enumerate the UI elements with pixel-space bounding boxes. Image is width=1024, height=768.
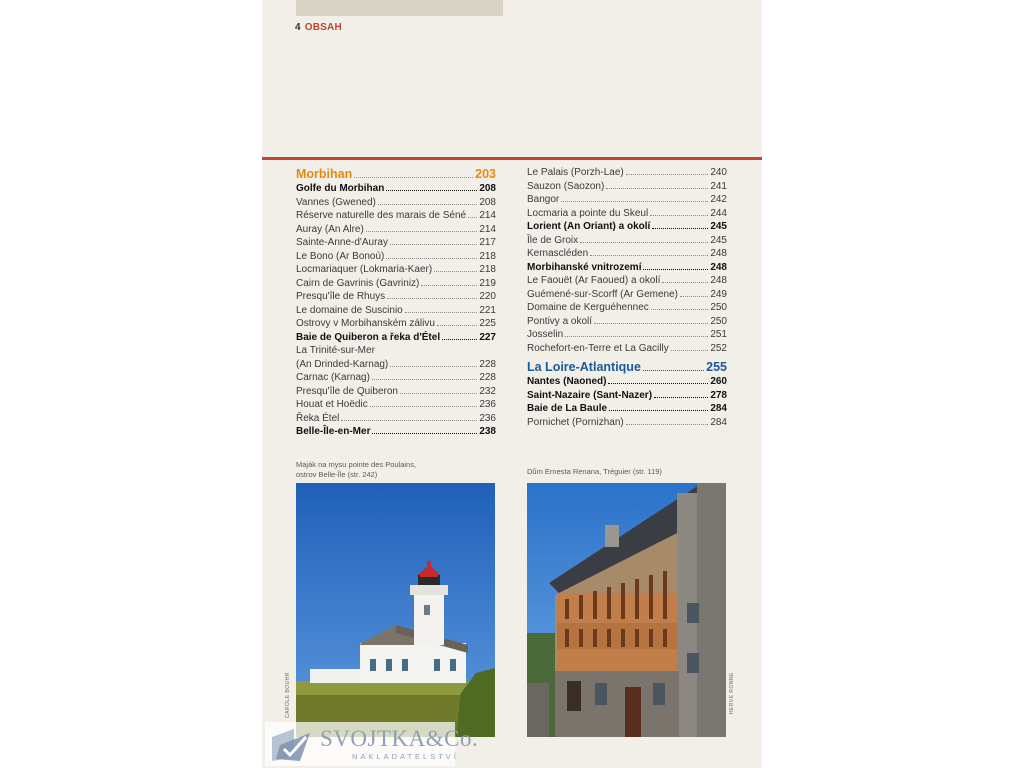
toc-leader-dots (626, 174, 709, 175)
publisher-logo-icon (270, 727, 312, 763)
caption-line: Dům Ernesta Renana, Tréguier (str. 119) (527, 467, 662, 476)
toc-page-number: 214 (479, 210, 496, 221)
toc-entry (527, 220, 727, 234)
toc-leader-dots (386, 258, 477, 259)
toc-entry-label: Le Palais (Porzh-Lae) (527, 167, 624, 178)
toc-section-heading (296, 166, 496, 182)
toc-entry-label: Belle-Île-en-Mer (296, 426, 371, 437)
toc-entry-label: Sauzon (Saozon) (527, 180, 605, 192)
toc-entry-label: Saint-Nazaire (Sant-Nazer) (527, 389, 653, 401)
toc-entry-label: Le Bono (Ar Bonoù) (296, 250, 385, 262)
toc-entry (527, 301, 727, 315)
toc-page-number: 245 (710, 234, 727, 246)
top-image-strip (296, 0, 503, 16)
toc-page-number: 248 (710, 261, 727, 273)
toc-entry-label: Île de Groix (527, 234, 579, 246)
toc-entry-label: Guémené-sur-Scorff (Ar Gemene) (527, 288, 678, 300)
toc-entry (296, 358, 496, 372)
toc-leader-dots (561, 201, 708, 202)
section-rule (262, 157, 762, 160)
toc-leader-dots (580, 242, 708, 243)
toc-entry-label: Pornichet (Pornizhan) (527, 416, 624, 428)
toc-entry (296, 398, 496, 412)
toc-entry (527, 274, 727, 288)
toc-entry (296, 425, 496, 439)
toc-page-number: 252 (710, 342, 727, 354)
toc-leader-dots (468, 217, 477, 218)
toc-entry-label: Locmaria a pointe du Skeul (527, 207, 649, 219)
toc-leader-dots (654, 397, 708, 398)
page-number: 4 (295, 22, 301, 33)
toc-entry-label: Le Faouët (Ar Faoued) a okolí (527, 275, 661, 286)
toc-entry (296, 412, 496, 426)
toc-entry (296, 196, 496, 210)
section-title: OBSAH (304, 22, 342, 33)
figure-caption-lighthouse (296, 460, 416, 480)
toc-leader-dots (437, 325, 477, 326)
toc-leader-dots (442, 339, 477, 340)
toc-entry (296, 277, 496, 291)
toc-entry (527, 234, 727, 248)
toc-entry-label: Baie de Quiberon a řeka d'Étel (296, 331, 441, 343)
toc-leader-dots (608, 383, 708, 384)
toc-page-number: 218 (479, 250, 496, 262)
publisher-name: SVOJTKA&Co. (320, 726, 479, 751)
caption-line: Maják na mysu pointe des Poulains, (296, 460, 417, 469)
toc-page-number: 241 (710, 180, 727, 192)
toc-leader-dots (662, 282, 708, 283)
toc-leader-dots (606, 188, 708, 189)
toc-page-number: 249 (710, 288, 727, 300)
photo-credit-renan-house: HERVE RONNE (729, 672, 735, 715)
toc-leader-dots (372, 433, 477, 434)
toc-page-number: 251 (710, 329, 727, 340)
toc-entry (527, 375, 727, 389)
toc-entry-label: Řeka Étel (296, 412, 340, 424)
toc-page-number: 219 (479, 277, 496, 289)
toc-page-number: 260 (710, 376, 727, 387)
toc-leader-dots (565, 336, 708, 337)
toc-page-number: 232 (479, 385, 496, 397)
toc-entry (296, 317, 496, 331)
toc-entry-label: Morbihanské vnitrozemí (527, 261, 642, 273)
toc-column-left (296, 166, 496, 439)
toc-entry-label: Cairn de Gavrinis (Gavriniz) (296, 277, 420, 289)
toc-entry (527, 288, 727, 302)
toc-page-number: 238 (479, 426, 496, 437)
toc-leader-dots (405, 312, 478, 313)
toc-entry-label: Lorient (An Oriant) a okolí (527, 221, 651, 232)
toc-leader-dots (387, 298, 477, 299)
toc-leader-dots (609, 410, 708, 411)
toc-entry-label: Réserve naturelle des marais de Séné (296, 210, 467, 221)
toc-entry-label: La Trinité-sur-Mer (296, 345, 375, 356)
toc-entry-label: Auray (An Alre) (296, 223, 364, 235)
toc-entry (527, 207, 727, 221)
toc-page-number: 284 (710, 403, 727, 414)
toc-entry (527, 193, 727, 207)
toc-entry-label: Bangor (527, 194, 560, 205)
renan-house-photo (527, 483, 726, 737)
toc-entry-label: Houat et Hoëdic (296, 399, 368, 410)
toc-leader-dots (650, 215, 708, 216)
toc-entry (296, 290, 496, 304)
toc-entry-label: Ostrovy v Morbihanském zálivu (296, 318, 435, 329)
toc-leader-dots (671, 350, 709, 351)
toc-entry (527, 180, 727, 194)
toc-entry (527, 315, 727, 329)
toc-entry-label: Presqu'île de Quiberon (296, 385, 398, 397)
toc-entry-label: Locmariaquer (Lokmaria-Kaer) (296, 264, 433, 275)
toc-leader-dots (626, 424, 709, 425)
toc-leader-dots (341, 420, 477, 421)
toc-entry-label: Presqu'île de Rhuys (296, 291, 386, 302)
toc-page-number: 250 (710, 302, 727, 313)
toc-entry-label: Sainte-Anne-d'Auray (296, 237, 388, 248)
toc-page-number: 225 (479, 318, 496, 329)
toc-page-number: 221 (479, 304, 496, 316)
toc-entry-label: Kernascléden (527, 248, 589, 259)
toc-page-number: 208 (479, 196, 496, 208)
toc-entry-label: Baie de La Baule (527, 403, 608, 414)
toc-entry (296, 182, 496, 196)
toc-page-number: 214 (479, 223, 496, 235)
toc-entry-label: Domaine de Kerguéhennec (527, 302, 649, 313)
toc-page-number: 245 (710, 221, 727, 232)
toc-page-number: 203 (475, 167, 496, 181)
toc-leader-dots (390, 244, 477, 245)
toc-leader-dots (651, 309, 709, 310)
toc-entry (527, 328, 727, 342)
toc-entry-label: Golfe du Morbihan (296, 183, 385, 194)
toc-entry-label: Vannes (Gwened) (296, 196, 376, 208)
toc-page-number: 248 (710, 275, 727, 286)
toc-leader-dots (434, 271, 477, 272)
toc-leader-dots (421, 285, 477, 286)
toc-page-number: 228 (479, 372, 496, 383)
toc-entry (527, 247, 727, 261)
toc-leader-dots (386, 190, 477, 191)
toc-leader-dots (643, 370, 704, 371)
toc-entry (296, 223, 496, 237)
toc-column-right (527, 166, 727, 429)
toc-entry-label: Nantes (Naoned) (527, 376, 607, 387)
toc-entry (296, 209, 496, 223)
toc-leader-dots (378, 204, 477, 205)
toc-page-number: 217 (479, 237, 496, 248)
toc-page-number: 208 (479, 183, 496, 194)
toc-leader-dots (680, 296, 708, 297)
toc-page-number: 236 (479, 412, 496, 424)
toc-leader-dots (643, 269, 708, 270)
toc-page-number: 242 (710, 194, 727, 205)
toc-entry (296, 304, 496, 318)
toc-entry-label: Le domaine de Suscinio (296, 304, 403, 316)
lighthouse-photo (296, 483, 495, 737)
toc-entry (296, 331, 496, 345)
toc-entry (527, 342, 727, 356)
toc-entry (296, 250, 496, 264)
toc-entry-label: Pontivy a okolí (527, 315, 593, 327)
toc-entry-label: Carnac (Karnag) (296, 372, 370, 383)
toc-page-number: 218 (479, 264, 496, 275)
toc-page-number: 278 (710, 389, 727, 401)
running-header (295, 22, 342, 33)
toc-leader-dots (370, 406, 478, 407)
toc-leader-dots (354, 177, 473, 178)
toc-leader-dots (594, 323, 708, 324)
toc-page-number: 240 (710, 167, 727, 178)
toc-page-number: 250 (710, 315, 727, 327)
toc-entry-label: (An Drinded-Karnag) (296, 358, 389, 370)
publisher-subtitle: NAKLADATELSTVÍ (352, 752, 459, 761)
toc-leader-dots (652, 228, 708, 229)
toc-entry (527, 166, 727, 180)
toc-entry (296, 385, 496, 399)
toc-entry (527, 261, 727, 275)
toc-entry (296, 263, 496, 277)
toc-page-number: 228 (479, 358, 496, 370)
toc-page-number: 255 (706, 360, 727, 374)
toc-entry (527, 416, 727, 430)
toc-entry (527, 389, 727, 403)
toc-entry (296, 371, 496, 385)
caption-line: ostrov Belle-Île (str. 242) (296, 470, 378, 479)
toc-page-number: 284 (710, 416, 727, 428)
toc-entry-label: Josselin (527, 329, 564, 340)
toc-leader-dots (372, 379, 477, 380)
toc-entry (296, 236, 496, 250)
figure-caption-renan-house (527, 467, 662, 477)
photo-credit-lighthouse: CAROLE BOUHR (285, 672, 291, 719)
toc-page-number: 227 (479, 331, 496, 343)
toc-page-number: 220 (479, 291, 496, 302)
toc-entry (527, 402, 727, 416)
toc-leader-dots (366, 231, 478, 232)
toc-entry-label: Rochefort-en-Terre et La Gacilly (527, 342, 669, 354)
toc-section-heading (527, 359, 727, 375)
toc-page-number: 248 (710, 248, 727, 259)
toc-leader-dots (400, 393, 477, 394)
toc-page-number: 244 (710, 207, 727, 219)
toc-leader-dots (590, 255, 708, 256)
toc-entry-label: Morbihan (296, 167, 353, 181)
toc-entry-label: La Loire-Atlantique (527, 360, 641, 374)
toc-leader-dots (390, 366, 477, 367)
toc-entry (296, 344, 496, 358)
toc-page-number: 236 (479, 399, 496, 410)
